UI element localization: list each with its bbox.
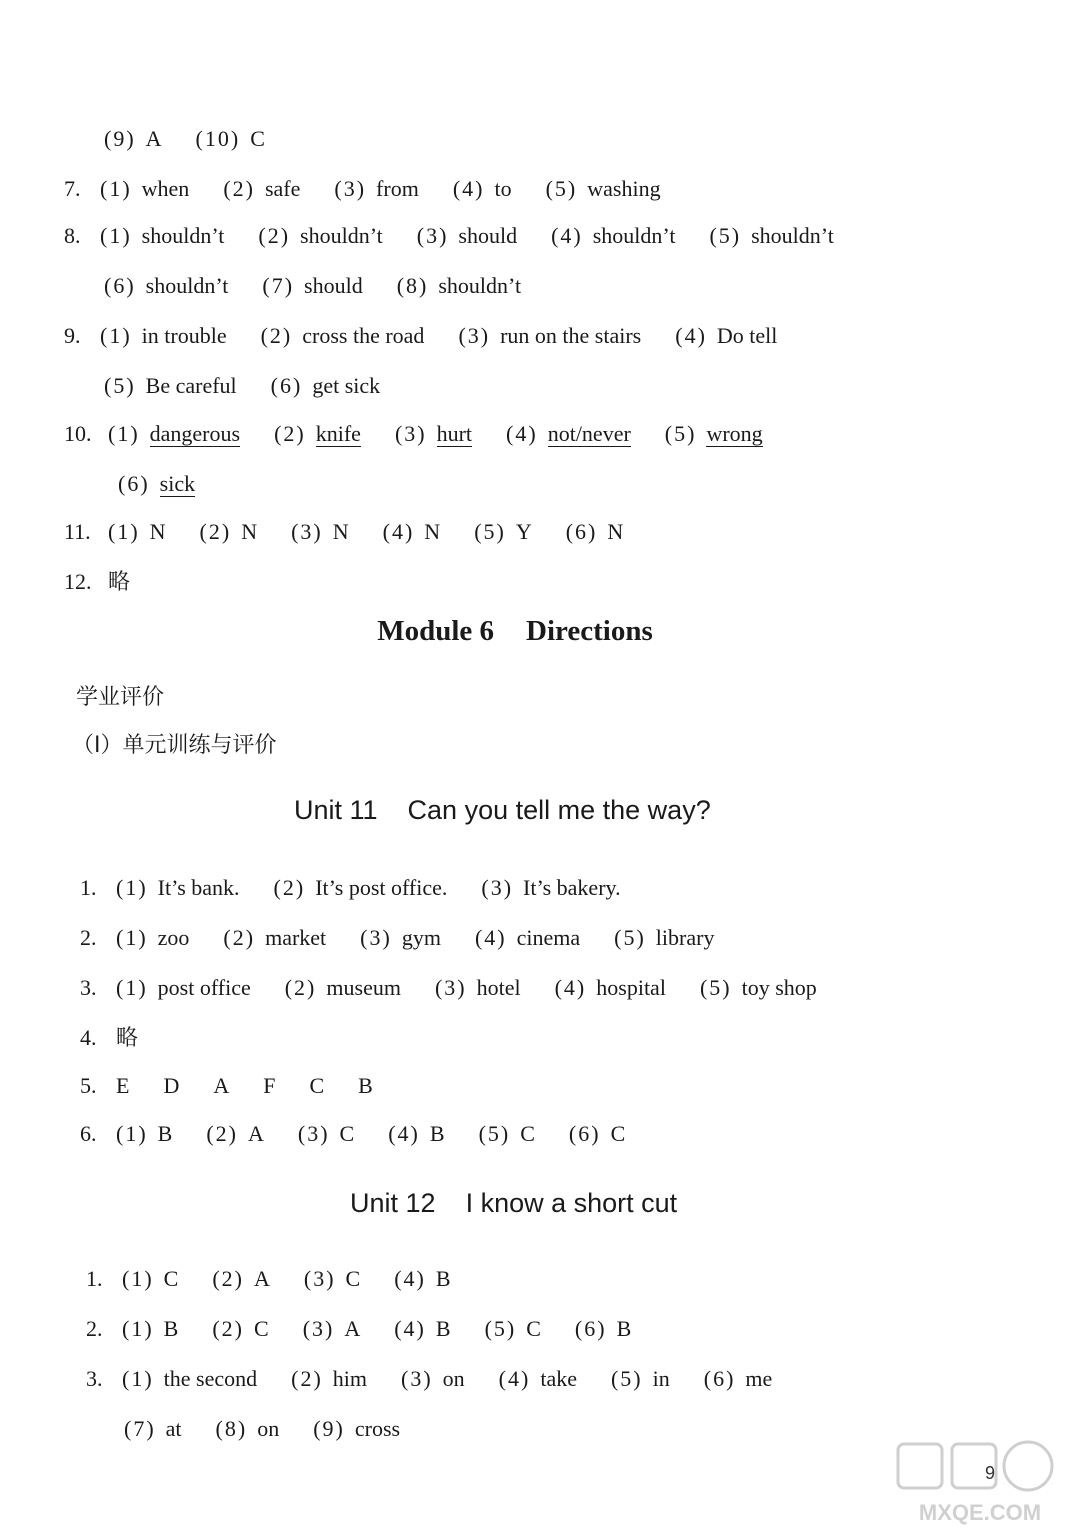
question-number: 2. bbox=[80, 925, 97, 950]
answer-text: knife bbox=[315, 421, 361, 446]
answer-text: on bbox=[442, 1366, 465, 1391]
sub-question-index: (6) bbox=[565, 519, 598, 544]
answer-text: C bbox=[526, 1316, 541, 1341]
sub-question-index: (5) bbox=[478, 1121, 511, 1146]
answer-text: shouldn’t bbox=[751, 223, 834, 248]
unit12-line bbox=[86, 1315, 665, 1343]
sub-question-index: (1) bbox=[122, 1266, 154, 1291]
answer-item bbox=[303, 1315, 361, 1343]
answer-item bbox=[555, 974, 666, 1002]
answer-text: at bbox=[165, 1416, 182, 1441]
sub-question-index: (3) bbox=[394, 421, 427, 446]
sub-question-index: (4) bbox=[394, 1266, 426, 1291]
answer-item bbox=[313, 1415, 400, 1443]
sub-question-index: (5) bbox=[474, 519, 506, 544]
answer-item bbox=[104, 372, 237, 400]
answer-item bbox=[223, 175, 300, 203]
answer-text: C bbox=[250, 126, 265, 151]
answer-item bbox=[196, 125, 265, 153]
answer-item bbox=[206, 1120, 264, 1148]
answer-text: It’s bakery. bbox=[523, 875, 621, 900]
question-number: 1. bbox=[86, 1266, 103, 1291]
module5-line bbox=[118, 470, 229, 498]
sub-question-index: (2) bbox=[212, 1266, 244, 1291]
answer-item bbox=[100, 175, 189, 203]
answer-item bbox=[258, 222, 382, 250]
answer-text: museum bbox=[326, 975, 401, 1000]
answer-item bbox=[108, 568, 130, 596]
sub-question-index: (4) bbox=[675, 323, 707, 348]
question-number: 12. bbox=[64, 569, 92, 594]
sub-question-index: (7) bbox=[124, 1416, 156, 1441]
unit11-line bbox=[80, 1120, 659, 1148]
answer-text: N bbox=[332, 519, 349, 544]
answer-text: C bbox=[254, 1316, 269, 1341]
answer-item bbox=[334, 175, 418, 203]
answer-item bbox=[108, 420, 240, 448]
question-number: 10. bbox=[64, 421, 92, 446]
answer-item bbox=[271, 372, 380, 400]
module-title bbox=[0, 615, 1055, 648]
section-heading: 学业评价 bbox=[76, 685, 165, 710]
answer-item bbox=[116, 924, 189, 952]
answer-text: It’s post office. bbox=[315, 875, 448, 900]
sub-question-index: (2) bbox=[199, 519, 232, 544]
answer-text: safe bbox=[264, 176, 301, 201]
answer-item bbox=[212, 1315, 268, 1343]
sub-question-index: (3) bbox=[481, 875, 514, 900]
answer-text: take bbox=[540, 1366, 577, 1391]
question-number: 2. bbox=[86, 1316, 103, 1341]
sub-question-index: (3) bbox=[416, 223, 449, 248]
sub-question-index: (6) bbox=[568, 1121, 601, 1146]
answer-item bbox=[124, 1415, 182, 1443]
sub-question-index: (5) bbox=[545, 176, 578, 201]
answer-text: dangerous bbox=[149, 421, 241, 446]
answer-item bbox=[704, 1365, 773, 1393]
module5-line bbox=[64, 175, 695, 203]
answer-text: Be careful bbox=[145, 373, 237, 398]
answer-text: library bbox=[655, 925, 715, 950]
answer-item bbox=[200, 518, 258, 546]
answer-text: in bbox=[652, 1366, 670, 1391]
answer-item bbox=[401, 1365, 465, 1393]
unit11-name: Can you tell me the way? bbox=[407, 795, 711, 825]
answer-item bbox=[118, 470, 195, 498]
sub-question-index: (5) bbox=[610, 1366, 643, 1391]
sub-question-index: (2) bbox=[274, 421, 306, 446]
question-number: 3. bbox=[86, 1366, 103, 1391]
answer-text: B bbox=[429, 1121, 445, 1146]
answer-text: hotel bbox=[476, 975, 521, 1000]
answer-text: N bbox=[607, 519, 624, 544]
answer-text: Y bbox=[515, 519, 532, 544]
sub-question-index: (4) bbox=[388, 1121, 420, 1146]
watermark-logo-icon bbox=[890, 1432, 1070, 1532]
answer-item bbox=[360, 924, 441, 952]
answer-item bbox=[458, 322, 641, 350]
answer-text: on bbox=[257, 1416, 280, 1441]
answer-text: B bbox=[435, 1316, 451, 1341]
module5-line bbox=[64, 222, 868, 250]
sub-question-index: (1) bbox=[108, 421, 140, 446]
sub-question-index: (1) bbox=[100, 223, 132, 248]
answer-item bbox=[417, 222, 517, 250]
answer-text: shouldn’t bbox=[141, 223, 225, 248]
answer-item bbox=[212, 1265, 270, 1293]
answer-item bbox=[575, 1315, 631, 1343]
svg-text:MXQE.COM: MXQE.COM bbox=[918, 1500, 1042, 1525]
sub-question-index: (4) bbox=[498, 1366, 531, 1391]
answer-item bbox=[665, 420, 763, 448]
unit11-line bbox=[80, 1024, 172, 1052]
sub-question-index: (2) bbox=[291, 1366, 323, 1391]
sub-question-index: (4) bbox=[554, 975, 587, 1000]
answer-item bbox=[475, 924, 580, 952]
sub-question-index: (3) bbox=[302, 1316, 335, 1341]
answer-item bbox=[163, 1072, 179, 1100]
sub-question-index: (5) bbox=[484, 1316, 517, 1341]
answer-item bbox=[298, 1120, 354, 1148]
answer-item bbox=[116, 874, 240, 902]
sub-question-index: (3) bbox=[434, 975, 467, 1000]
module5-line bbox=[104, 272, 555, 300]
answer-text: A bbox=[254, 1266, 270, 1291]
sub-question-index: (10) bbox=[195, 126, 241, 151]
answer-text: shouldn’t bbox=[592, 223, 676, 248]
sub-question-index: (2) bbox=[258, 223, 291, 248]
module5-line bbox=[64, 420, 797, 448]
answer-text: should bbox=[458, 223, 518, 248]
answer-text: A bbox=[213, 1073, 230, 1098]
answer-item bbox=[453, 175, 512, 203]
unit11-line bbox=[80, 974, 851, 1002]
sub-question-index: (8) bbox=[396, 273, 429, 298]
answer-text: 略 bbox=[116, 1025, 139, 1050]
answer-text: me bbox=[745, 1366, 773, 1391]
answer-text: shouldn’t bbox=[438, 273, 522, 298]
answer-item bbox=[506, 420, 631, 448]
answer-item bbox=[479, 1120, 535, 1148]
answer-item bbox=[435, 974, 521, 1002]
answer-text: C bbox=[309, 1073, 325, 1098]
answer-text: N bbox=[241, 519, 258, 544]
answer-text: shouldn’t bbox=[300, 223, 383, 248]
sub-question-index: (1) bbox=[116, 925, 148, 950]
sub-question-index: (1) bbox=[116, 975, 148, 1000]
sub-question-index: (6) bbox=[270, 373, 303, 398]
answer-text: B bbox=[157, 1121, 173, 1146]
answer-text: hospital bbox=[596, 975, 666, 1000]
answer-item bbox=[100, 222, 224, 250]
answer-item bbox=[569, 1120, 625, 1148]
sub-question-index: (2) bbox=[206, 1121, 238, 1146]
answer-text: not/never bbox=[547, 421, 631, 446]
answer-item bbox=[383, 518, 441, 546]
answer-text: A bbox=[248, 1121, 264, 1146]
unit11-line bbox=[80, 1072, 407, 1100]
answer-text: B bbox=[616, 1316, 632, 1341]
unit12-line bbox=[124, 1415, 434, 1443]
answer-text: cross the road bbox=[302, 323, 425, 348]
answer-text: zoo bbox=[157, 925, 190, 950]
sub-question-index: (6) bbox=[574, 1316, 607, 1341]
sub-question-index: (1) bbox=[116, 1121, 148, 1146]
answer-item bbox=[100, 322, 227, 350]
answer-text: toy shop bbox=[741, 975, 817, 1000]
answer-item bbox=[397, 272, 521, 300]
sub-question-index: (1) bbox=[122, 1316, 154, 1341]
page-number: 9 bbox=[985, 1463, 996, 1483]
unit11-line bbox=[80, 924, 748, 952]
answer-text: to bbox=[494, 176, 512, 201]
sub-question-index: (1) bbox=[116, 875, 148, 900]
sub-question-index: (2) bbox=[212, 1316, 244, 1341]
sub-question-index: (2) bbox=[273, 875, 306, 900]
sub-question-index: (2) bbox=[284, 975, 317, 1000]
answer-text: him bbox=[332, 1366, 368, 1391]
answer-text: B bbox=[163, 1316, 179, 1341]
answer-item bbox=[388, 1120, 444, 1148]
answer-text: N bbox=[424, 519, 441, 544]
answer-item bbox=[485, 1315, 541, 1343]
watermark bbox=[890, 1432, 1070, 1532]
sub-question-index: (3) bbox=[303, 1266, 336, 1291]
sub-question-index: (3) bbox=[401, 1366, 433, 1391]
module5-line bbox=[64, 568, 164, 596]
sub-question-index: (3) bbox=[297, 1121, 330, 1146]
answer-item bbox=[474, 518, 532, 546]
question-number: 4. bbox=[80, 1025, 97, 1050]
sub-question-index: (2) bbox=[223, 925, 256, 950]
sub-question-index: (3) bbox=[291, 519, 323, 544]
answer-item bbox=[108, 518, 166, 546]
module5-line bbox=[104, 372, 414, 400]
question-number: 9. bbox=[64, 323, 81, 348]
answer-text: 略 bbox=[108, 569, 131, 594]
answer-item bbox=[551, 222, 675, 250]
answer-item bbox=[481, 874, 620, 902]
sub-question-index: (4) bbox=[394, 1316, 426, 1341]
answer-text: cross bbox=[354, 1416, 401, 1441]
answer-item bbox=[116, 1120, 172, 1148]
question-number: 11. bbox=[64, 519, 91, 544]
answer-text: post office bbox=[157, 975, 251, 1000]
question-number: 5. bbox=[80, 1073, 97, 1098]
answer-text: hurt bbox=[436, 421, 473, 446]
sub-question-index: (1) bbox=[100, 323, 132, 348]
unit12-name: I know a short cut bbox=[465, 1188, 678, 1218]
answer-text: C bbox=[339, 1121, 355, 1146]
unit11-line bbox=[80, 874, 655, 902]
answer-text: E bbox=[116, 1073, 130, 1098]
sub-question-index: (5) bbox=[664, 421, 697, 446]
answer-item bbox=[122, 1315, 178, 1343]
answer-item bbox=[358, 1072, 373, 1100]
answer-item bbox=[116, 974, 251, 1002]
sub-question-index: (6) bbox=[104, 273, 136, 298]
question-number: 6. bbox=[80, 1121, 97, 1146]
answer-text: D bbox=[163, 1073, 180, 1098]
answer-item bbox=[546, 175, 661, 203]
module5-line bbox=[104, 125, 299, 153]
sub-question-index: (6) bbox=[703, 1366, 736, 1391]
answer-item bbox=[116, 1024, 138, 1052]
answer-item bbox=[274, 420, 361, 448]
sub-question-index: (9) bbox=[313, 1416, 345, 1441]
sub-question-index: (5) bbox=[709, 223, 742, 248]
sub-question-index: (4) bbox=[452, 176, 485, 201]
question-number: 7. bbox=[64, 176, 81, 201]
answer-text: shouldn’t bbox=[145, 273, 229, 298]
answer-item bbox=[213, 1072, 229, 1100]
answer-item bbox=[394, 1265, 450, 1293]
sub-question-index: (3) bbox=[458, 323, 491, 348]
answer-item bbox=[263, 1072, 275, 1100]
answer-item bbox=[223, 924, 326, 952]
answer-item bbox=[499, 1365, 577, 1393]
answer-text: C bbox=[520, 1121, 535, 1146]
answer-text: wrong bbox=[706, 421, 763, 446]
question-number: 3. bbox=[80, 975, 97, 1000]
unit12-line bbox=[86, 1365, 806, 1393]
answer-item bbox=[274, 874, 448, 902]
sub-question-index: (2) bbox=[223, 176, 255, 201]
answer-text: It’s bank. bbox=[157, 875, 240, 900]
answer-item bbox=[104, 272, 228, 300]
sub-question-index: (4) bbox=[474, 925, 507, 950]
answer-text: washing bbox=[587, 176, 661, 201]
module-name: Directions bbox=[526, 615, 653, 647]
answer-item bbox=[304, 1265, 360, 1293]
unit12-number: Unit 12 bbox=[350, 1188, 436, 1218]
answer-text: C bbox=[345, 1266, 361, 1291]
sub-question-index: (4) bbox=[506, 421, 538, 446]
unit12-line bbox=[86, 1265, 485, 1293]
module5-line bbox=[64, 518, 657, 546]
unit11-title bbox=[294, 795, 711, 826]
module-number: Module 6 bbox=[377, 615, 495, 647]
unit11-number: Unit 11 bbox=[294, 795, 378, 825]
answer-item bbox=[675, 322, 777, 350]
answer-item bbox=[104, 125, 162, 153]
answer-text: in trouble bbox=[141, 323, 227, 348]
answer-text: gym bbox=[401, 925, 441, 950]
answer-item bbox=[285, 974, 401, 1002]
sub-question-index: (5) bbox=[104, 373, 136, 398]
answer-text: get sick bbox=[312, 373, 381, 398]
answer-item bbox=[122, 1265, 178, 1293]
answer-item bbox=[709, 222, 833, 250]
answer-text: when bbox=[141, 176, 190, 201]
answer-text: C bbox=[163, 1266, 179, 1291]
answer-item bbox=[291, 1365, 367, 1393]
sub-question-index: (1) bbox=[122, 1366, 154, 1391]
answer-text: N bbox=[149, 519, 166, 544]
answer-text: sick bbox=[159, 471, 196, 496]
sub-question-index: (5) bbox=[699, 975, 732, 1000]
answer-text: F bbox=[263, 1073, 276, 1098]
question-number: 1. bbox=[80, 875, 97, 900]
subsection-heading: （Ⅰ）单元训练与评价 bbox=[72, 733, 277, 758]
answer-item bbox=[216, 1415, 280, 1443]
question-number: 8. bbox=[64, 223, 81, 248]
sub-question-index: (4) bbox=[382, 519, 415, 544]
sub-question-index: (3) bbox=[334, 176, 367, 201]
answer-text: B bbox=[358, 1073, 373, 1098]
answer-item bbox=[309, 1072, 324, 1100]
answer-item bbox=[566, 518, 624, 546]
answer-text: C bbox=[610, 1121, 626, 1146]
answer-text: A bbox=[344, 1316, 361, 1341]
answer-text: Do tell bbox=[716, 323, 778, 348]
sub-question-index: (4) bbox=[551, 223, 583, 248]
unit12-title bbox=[350, 1188, 677, 1219]
sub-question-index: (1) bbox=[100, 176, 132, 201]
answer-text: should bbox=[304, 273, 363, 298]
sub-question-index: (1) bbox=[108, 519, 140, 544]
answer-text: from bbox=[376, 176, 419, 201]
answer-item bbox=[611, 1365, 670, 1393]
sub-question-index: (3) bbox=[360, 925, 392, 950]
sub-question-index: (6) bbox=[118, 471, 150, 496]
answer-item bbox=[700, 974, 817, 1002]
sub-question-index: (5) bbox=[614, 925, 646, 950]
sub-question-index: (8) bbox=[215, 1416, 248, 1441]
answer-text: market bbox=[265, 925, 327, 950]
answer-item bbox=[614, 924, 714, 952]
sub-question-index: (9) bbox=[104, 126, 136, 151]
answer-item bbox=[394, 1315, 450, 1343]
answer-item bbox=[122, 1365, 257, 1393]
answer-text: B bbox=[435, 1266, 451, 1291]
answer-item bbox=[262, 272, 362, 300]
answer-item bbox=[291, 518, 349, 546]
answer-item bbox=[116, 1072, 129, 1100]
sub-question-index: (7) bbox=[262, 273, 295, 298]
answer-text: the second bbox=[163, 1366, 258, 1391]
answer-text: cinema bbox=[516, 925, 581, 950]
answer-item bbox=[395, 420, 472, 448]
module5-line bbox=[64, 322, 811, 350]
answer-item bbox=[261, 322, 425, 350]
answer-text: A bbox=[145, 126, 162, 151]
answer-text: run on the stairs bbox=[500, 323, 642, 348]
sub-question-index: (2) bbox=[260, 323, 293, 348]
